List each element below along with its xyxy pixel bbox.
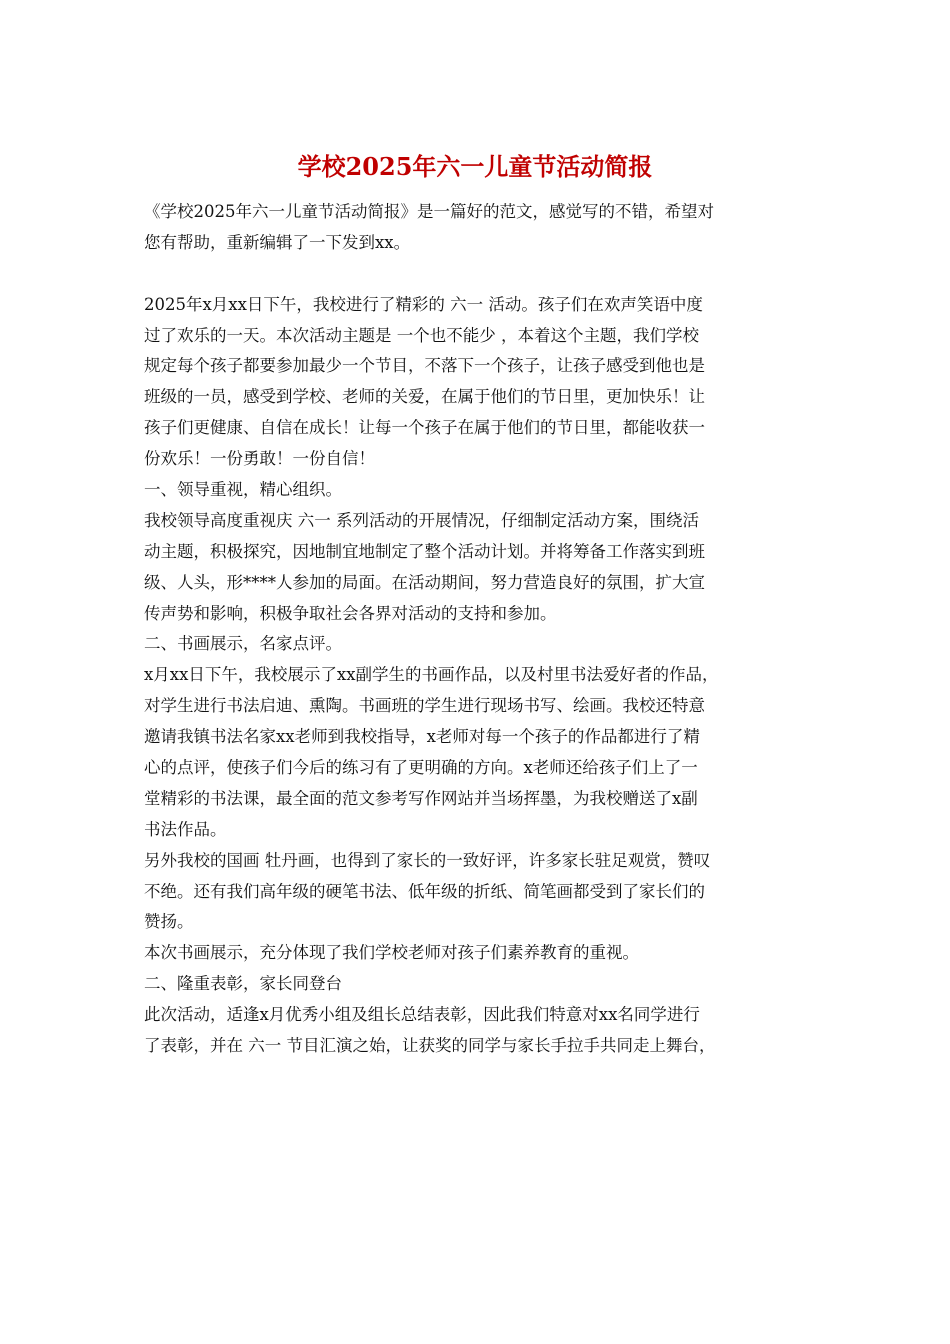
- document-body: [144, 197, 816, 1062]
- text-line: 您有帮助，重新编辑了一下发到xx。: [144, 232, 411, 252]
- text-line: 规定每个孩子都要参加最少一个节目，不落下一个孩子，让孩子感受到他也是: [144, 356, 705, 376]
- text-line: 对学生进行书法启迪、熏陶。书画班的学生进行现场书写、绘画。我校还特意: [144, 696, 705, 716]
- text-line: 心的点评，使孩子们今后的练习有了更明确的方向。x老师还给孩子们上了一: [144, 758, 698, 778]
- document-title: 学校2025年六一儿童节活动简报: [297, 152, 653, 181]
- blank-line: [144, 259, 816, 290]
- text-line: 另外我校的国画 牡丹画，也得到了家长的一致好评，许多家长驻足观赏，赞叹: [144, 850, 711, 870]
- text-line: 赞扬。: [144, 912, 194, 932]
- text-line: 《学校2025年六一儿童节活动简报》是一篇好的范文，感觉写的不错，希望对: [144, 202, 714, 221]
- text-line: 了表彰，并在 六一 节目汇演之始，让获奖的同学与家长手拉手共同走上舞台，: [144, 1036, 716, 1056]
- text-line: 份欢乐！一份勇敢！一份自信！: [144, 449, 375, 469]
- text-line: 班级的一员，感受到学校、老师的关爱，在属于他们的节日里，更加快乐！让: [144, 387, 705, 407]
- text-line: 过了欢乐的一天。本次活动主题是 一个也不能少 ，本着这个主题，我们学校: [144, 325, 699, 345]
- text-line: x月xx日下午，我校展示了xx副学生的书画作品，以及村里书法爱好者的作品，: [144, 665, 719, 685]
- text-line: 孩子们更健康、自信在成长！让每一个孩子在属于他们的节日里，都能收获一: [144, 418, 705, 438]
- text-line: 本次书画展示，充分体现了我们学校老师对孩子们素养教育的重视。: [144, 943, 639, 963]
- text-line: 2025年x月xx日下午，我校进行了精彩的 六一 活动。孩子们在欢声笑语中度: [144, 294, 703, 314]
- text-line: 堂精彩的书法课，最全面的范文参考写作网站并当场挥墨，为我校赠送了x副: [144, 788, 698, 808]
- text-line: 不绝。还有我们高年级的硬笔书法、低年级的折纸、简笔画都受到了家长们的: [144, 881, 705, 901]
- text-line: 二、书画展示，名家点评。: [144, 634, 342, 654]
- text-line: 一、领导重视，精心组织。: [144, 480, 342, 500]
- text-line: 此次活动，适逢x月优秀小组及组长总结表彰，因此我们特意对xx名同学进行: [144, 1005, 700, 1025]
- text-line: 我校领导高度重视庆 六一 系列活动的开展情况，仔细制定活动方案，围绕活: [144, 510, 699, 530]
- text-line: 邀请我镇书法名家xx老师到我校指导，x老师对每一个孩子的作品都进行了精: [144, 727, 700, 747]
- text-line: 二、隆重表彰，家长同登台: [144, 974, 342, 994]
- text-line: 传声势和影响，积极争取社会各界对活动的支持和参加。: [144, 603, 557, 623]
- text-line: 级、人头，形****人参加的局面。在活动期间，努力营造良好的氛围，扩大宣: [144, 572, 705, 592]
- text-line: 书法作品。: [144, 819, 227, 839]
- text-line: 动主题，积极探究，因地制宜地制定了整个活动计划。并将筹备工作落实到班: [144, 541, 705, 561]
